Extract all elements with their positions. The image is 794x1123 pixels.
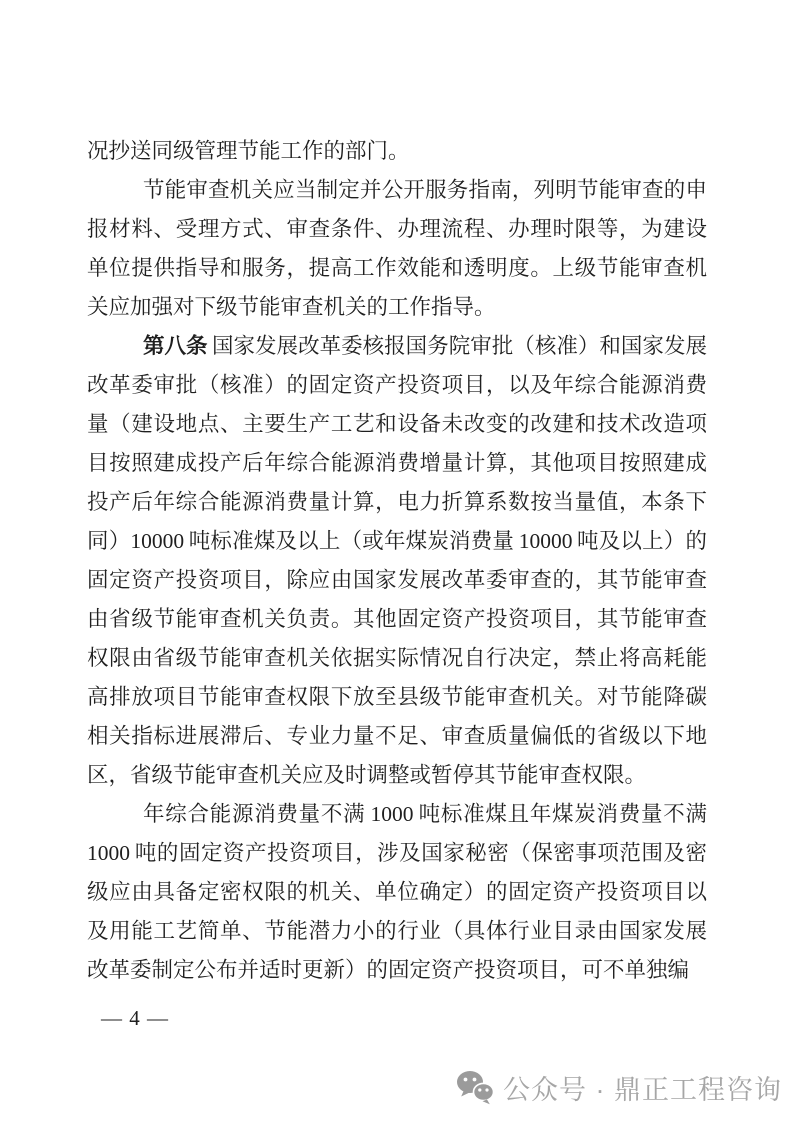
text-line: 1000 吨的固定资产投资项目，涉及国家秘密（保密事项范围及密 [87, 841, 707, 865]
article-number-bold: 第八条 [143, 334, 208, 358]
text-line: 权限由省级节能审查机关依据实际情况自行决定，禁止将高耗能 [87, 646, 707, 670]
text-line: 报材料、受理方式、审查条件、办理流程、办理时限等，为建设 [87, 217, 707, 241]
body-text [87, 0, 707, 990]
text-line: 固定资产投资项目，除应由国家发展改革委审查的，其节能审查 [87, 568, 707, 592]
text-line: 改革委制定公布并适时更新）的固定资产投资项目，可不单独编 [87, 958, 690, 982]
paragraph [87, 327, 707, 795]
page-number: — 4 — [101, 1006, 169, 1030]
paragraph [87, 795, 707, 990]
wechat-watermark [456, 1068, 782, 1107]
text-line: 区，省级节能审查机关应及时调整或暂停其节能审查权限。 [87, 763, 647, 787]
text-line: 量（建设地点、主要生产工艺和设备未改变的改建和技术改造项 [87, 412, 707, 436]
watermark-text: 公众号 · 鼎正工程咨询 [503, 1075, 782, 1105]
text-line: 及用能工艺简单、节能潜力小的行业（具体行业目录由国家发展 [87, 919, 707, 943]
text-line: 况抄送同级管理节能工作的部门。 [87, 139, 410, 163]
text-line: 同）10000 吨标准煤及以上（或年煤炭消费量 10000 吨及以上）的 [87, 529, 707, 553]
text-line: 单位提供指导和服务，提高工作效能和透明度。上级节能审查机 [87, 256, 707, 280]
text-line: 第八条 国家发展改革委核报国务院审批（核准）和国家发展 [143, 334, 707, 358]
text-line: 节能审查机关应当制定并公开服务指南，列明节能审查的申 [143, 178, 707, 202]
text-line: 目按照建成投产后年综合能源消费增量计算，其他项目按照建成 [87, 451, 707, 475]
text-line: 投产后年综合能源消费量计算，电力折算系数按当量值，本条下 [87, 490, 707, 514]
text-line: 由省级节能审查机关负责。其他固定资产投资项目，其节能审查 [87, 607, 707, 631]
text-line: 相关指标进展滞后、专业力量不足、审查质量偏低的省级以下地 [87, 724, 707, 748]
text-line: 改革委审批（核准）的固定资产投资项目，以及年综合能源消费 [87, 373, 707, 397]
wechat-icon [456, 1070, 494, 1105]
text-line: 关应加强对下级节能审查机关的工作指导。 [87, 295, 496, 319]
paragraph [87, 132, 707, 171]
text-line: 级应由具备定密权限的机关、单位确定）的固定资产投资项目以 [87, 880, 707, 904]
text-line: 年综合能源消费量不满 1000 吨标准煤且年煤炭消费量不满 [143, 802, 707, 826]
text-line: 高排放项目节能审查权限下放至县级节能审查机关。对节能降碳 [87, 685, 707, 709]
paragraph [87, 171, 707, 327]
